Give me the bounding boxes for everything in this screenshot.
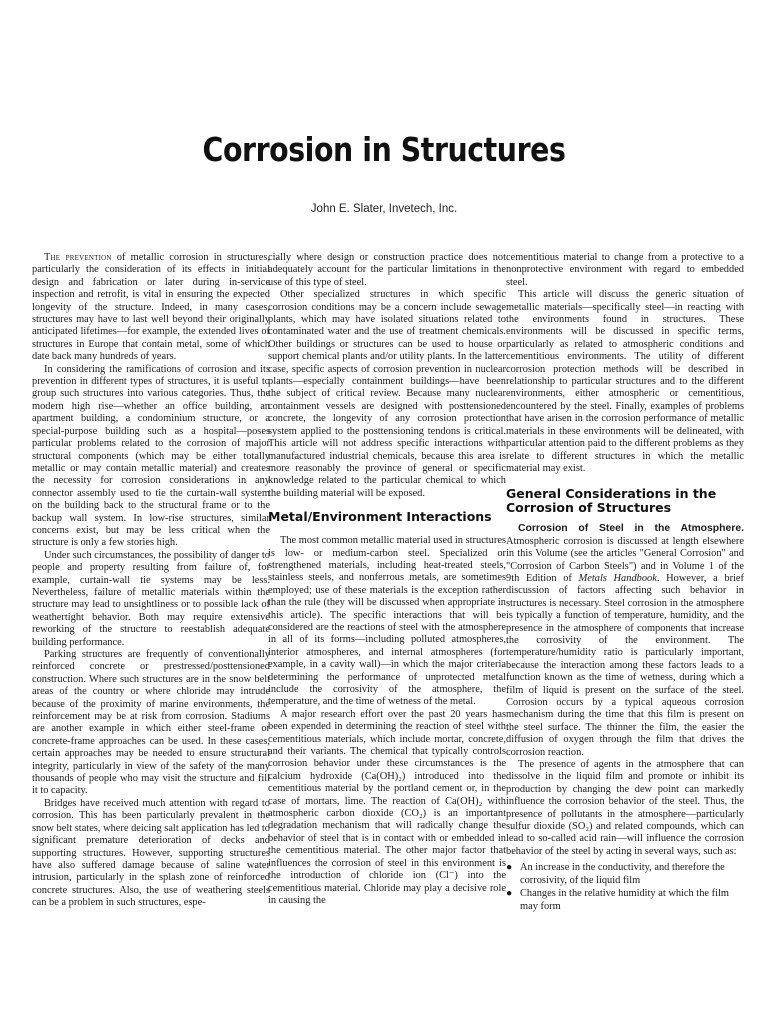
section-heading: Metal/Environment Interactions: [268, 509, 492, 525]
lead-in: The prevention: [44, 252, 112, 263]
paragraph: The presence of agents in the atmosphere that can dissolve in the liquid film and promote or inhibit its production by changing the dew point can markedly influence the corrosion behavior of the steel. Thus, the presence of pollutants in the atmosphere—particularly sulfur dioxide (SO₂) and related compounds, which can lead to so-called acid rain—will influence the corrosion behavior of the steel by acting in several ways, such as:: [506, 759, 744, 857]
bullet-icon: ●: [506, 888, 513, 900]
run-in-heading: Corrosion of Steel in the Atmosphere.: [518, 523, 744, 535]
column-2: [268, 252, 506, 1012]
paragraph: cially where design or construction practice does not adequately account for the particular limitations in the use of this type of steel.: [268, 252, 506, 288]
paragraph: Under such circumstances, the possibility of danger to people and property resulting from failure of, for example, curtain-wall tie systems may be less. Nevertheless, failure of metallic materials within the structure may lead to unsightliness or to possible lack of weathertight behavior. Both may require extensive reworking of the structure to reestablish adequate building performance.: [32, 549, 270, 648]
italic-title: Metals Handbook: [578, 572, 657, 584]
author-byline: John E. Slater, Invetech, Inc.: [310, 203, 458, 215]
paragraph-text: of metallic corrosion in structures, particularly the consideration of its effects in initial design and fabrication or later during in-service inspection and retrofit, is vital in ensuring the expected longevity of the structure. Indeed, in many cases, structures may have to last well beyond their originally anticipated lifetimes—for example, the extended lives of structures in Europe that contain metal, some of which date back many hundreds of years.: [32, 252, 270, 363]
paragraph-text: . However, a brief discussion of factors affecting such behavior in structures is necessary. Steel corrosion in the atmosphere is typically a function of temperature, humidity, and the presence in the atmosphere of components that increase the corrosivity of the environment. The temperature/humidity ratio is particularly important, because the interaction among these factors leads to a function known as the time of wetness, during which a film of liquid is present on the surface of the steel. Corrosion occurs by a typical aqueous corrosion mechanism during the time that this film is present on the steel surface. The thinner the film, the easier the diffusion of oxygen through the film that drives the corrosion reaction.: [506, 572, 744, 758]
paragraph: In considering the ramifications of corrosion and its prevention in different types of structures, it is useful to group such structures into various categories. Thus, the modern high rise—whether an office building, an apartment building, a condominium structure, or a special-purpose building such as a hospital—poses particular problems related to the corrosion of major structural components (which may be either totally metallic or may contain metallic material) and creates the necessity for corrosion considerations in any connector assembly used to tie the curtain-wall system on the building back to the structural frame or to the backup wall system. In low-rise structures, similar concerns exist, but may be less critical when the structure is only a few stories high.: [32, 363, 270, 549]
list-item-text: Changes in the relative humidity at which the film may form: [520, 888, 729, 912]
column-3: [506, 252, 744, 1012]
paragraph: [32, 252, 270, 364]
paragraph: Parking structures are frequently of conventionally reinforced concrete or prestressed/posttensioned construction. Where such structures are in the snow belt areas of the country or where chloride may intrude because of the proximity of marine environments, the reinforcement may be at risk from corrosion. Stadiums are another example in which either steel-frame or concrete-frame approaches can be used. In these cases, certain approaches may be needed to ensure structural integrity, particularly in view of the safety of the many thousands of people who may visit the structure and fill it to capacity.: [32, 649, 270, 797]
list-item-text: An increase in the conductivity, and therefore the corrosivity, of the liquid film: [520, 862, 725, 886]
list-item: [506, 888, 744, 913]
paragraph: [506, 523, 744, 759]
paragraph-text: Atmospheric corrosion is discussed at length elsewhere in this Volume (see the articles "General Corrosion" and "Corrosion of Carbon Steels") and in Volume 1 of the 9th Edition of: [506, 535, 744, 584]
paragraph: Bridges have received much attention with regard to corrosion. This has been particularly prevalent in the snow belt states, where deicing salt application has led to significant premature deterioration of decks and supporting structures. However, supporting structures have also suffered damage because of saline water intrusion, particularly in the splash zone of reinforced concrete structures. Also, the use of weathering steels can be a problem in such structures, espe-: [32, 797, 270, 909]
section-heading: General Considerations in the Corrosion of Structures: [506, 486, 717, 516]
bullet-icon: ●: [506, 862, 513, 874]
paragraph: This article will discuss the generic situation of metallic materials—specifically steel—in reacting with the environments found in structures. These environments will be discussed in specific terms, particularly as related to atmospheric conditions and cementitious environments. The utility of different corrosion protection methods will be described in relationship to particular structures and to the different environments, either atmospheric or cementitious, encountered by the steel. Finally, examples of problems that have arisen in the corrosion performance of metallic materials in these environments will be delineated, with particular attention paid to the different problems as they relate to different structures in which the metallic material may exist.: [506, 289, 744, 474]
paragraph: The most common metallic material used in structures is low- or medium-carbon steel. Specialized or strengthened materials, including heat-treated steels, stainless steels, and nonferrous metals, are sometimes employed; use of these materials is the exception rather than the rule (they will be discussed when appropriate in this article). The specific interactions that will be considered are the reactions of steel with the atmosphere in all of its forms—including polluted atmospheres, interior atmospheres, and internal atmospheres (for example, in a cavity wall)—in which the major criteria determining the performance of unprotected metal include the corrosivity of the atmosphere, the temperature, and the time of wetness of the metal.: [268, 535, 506, 708]
paragraph: Other specialized structures in which specific corrosion conditions may be a concern include sewage plants, which may have isolated situations related to contaminated water and the use of treatment chemicals. Other buildings or structures can be used to house or support chemical plants and/or utility plants. In the latter case, specific aspects of corrosion prevention in nuclear plants—especially containment buildings—have been the subject of critical review. Because many nuclear containment vessels are designed with posttensioned concrete, the longevity of any corrosion protection system applied to the posttensioning tendons is critical. This article will not address specific interactions with manufactured industrial chemicals, because this area is more reasonably the province of general or specific knowledge related to the particular chemical to which the building material will be exposed.: [268, 289, 506, 499]
column-1: [32, 252, 270, 1012]
list-item: [506, 862, 744, 887]
paragraph: A major research effort over the past 20 years has been expended in determining the reaction of steel with cementitious materials, which include mortar, concrete, and their variants. The chemical that typically controls corrosion behavior under these circumstances is the calcium hydroxide (Ca(OH)₂) introduced into the cementitious material by the portland cement or, in the case of mortars, lime. The reaction of Ca(OH)₂ with atmospheric carbon dioxide (CO₂) is an important degradation mechanism that will radically change the behavior of steel that is in contact with or embedded in the cementitious material. The other major factor that influences the corrosion of steel in this environment is the introduction of chloride ion (Cl⁻) into the cementitious material. Chloride may play a decisive role in causing the: [268, 708, 506, 906]
paragraph: cementitious material to change from a protective to a nonprotective environment with regard to embedded steel.: [506, 252, 744, 288]
bullet-list: [506, 862, 744, 913]
article-title: Corrosion in Structures: [202, 130, 566, 169]
